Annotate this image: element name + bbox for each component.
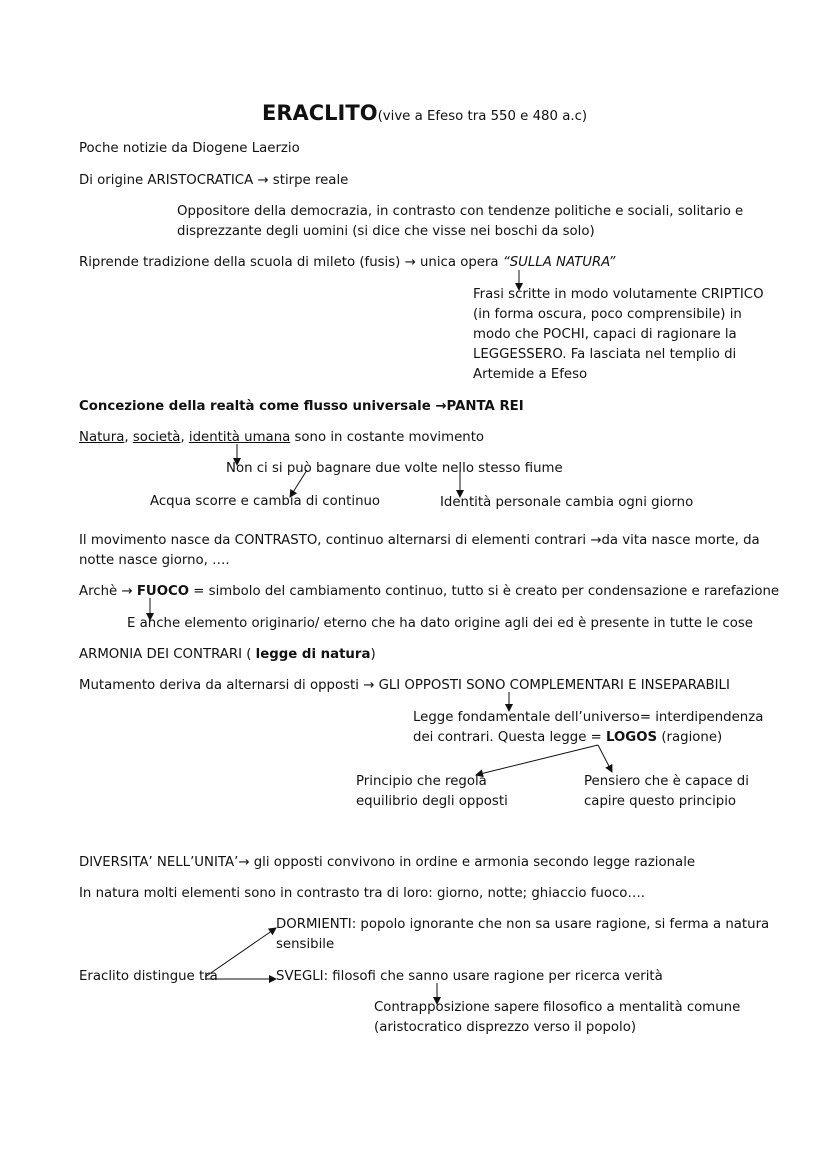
title-main: ERACLITO	[262, 101, 378, 125]
text-line: (aristocratico disprezzo verso il popolo)	[374, 1020, 637, 1035]
text-line: Principio che regola	[356, 774, 487, 789]
text-line: Non ci si può bagnare due volte nello stesso fiume	[226, 461, 563, 476]
text-line: notte nasce giorno, ….	[79, 553, 230, 568]
arrow-right-icon: →	[590, 533, 602, 548]
text-line: Poche notizie da Diogene Laerzio	[79, 141, 300, 156]
text-line: Frasi scritte in modo volutamente CRIPTICO	[473, 287, 764, 302]
text-line: Natura, società, identità umana sono in costante movimento	[79, 430, 485, 445]
text-line: Acqua scorre e cambia di continuo	[150, 494, 381, 509]
work-title: “SULLA NATURA”	[502, 255, 616, 270]
arrow-right-icon: →	[257, 173, 269, 188]
text-line: SVEGLI: filosofi che sanno usare ragione per ricerca verità	[276, 969, 663, 984]
arrow-right-icon: →	[435, 399, 447, 414]
text-line: Il movimento nasce da CONTRASTO, continuo alternarsi di elementi contrari →da vita nasce morte, da	[79, 533, 760, 548]
text-line: (in forma oscura, poco comprensibile) in	[473, 307, 742, 322]
text-line: Contrapposizione sapere filosofico a mentalità comune	[374, 1000, 741, 1015]
text-line: LEGGESSERO. Fa lasciata nel templio di	[473, 347, 737, 362]
section-heading: Concezione della realtà come flusso universale →PANTA REI	[79, 399, 524, 414]
text-line: DIVERSITA’ NELL’UNITA’→ gli opposti convivono in ordine e armonia secondo legge razionale	[79, 855, 696, 870]
text-line: modo che POCHI, capaci di ragionare la	[473, 327, 737, 342]
text-line: Legge fondamentale dell’universo= interdipendenza	[413, 710, 764, 725]
text-line: DORMIENTI: popolo ignorante che non sa usare ragione, si ferma a natura	[276, 917, 770, 932]
text-line: Artemide a Efeso	[473, 367, 588, 382]
text-line: Eraclito distingue tra	[79, 969, 218, 984]
text-line: Di origine ARISTOCRATICA → stirpe reale	[79, 173, 349, 188]
text-line: dei contrari. Questa legge = LOGOS (ragione)	[413, 730, 723, 745]
text-line: E anche elemento originario/ eterno che ha dato origine agli dei ed è presente in tutte le cose	[127, 616, 753, 631]
text-line: Mutamento deriva da alternarsi di opposti → GLI OPPOSTI SONO COMPLEMENTARI E INSEPARABILI	[79, 678, 730, 693]
text-line: sensibile	[276, 937, 335, 952]
arrow-right-icon: →	[363, 678, 375, 693]
arrow-right-icon: →	[238, 855, 250, 870]
text-line: Archè → FUOCO = simbolo del cambiamento continuo, tutto si è creato per condensazione e rarefazione	[79, 584, 780, 599]
arrow-line	[476, 745, 598, 775]
title-subtitle: (vive a Efeso tra 550 e 480 a.c)	[377, 109, 588, 124]
arrow-right-icon: →	[404, 255, 416, 270]
text-line: Oppositore della democrazia, in contrasto con tendenze politiche e sociali, solitario e	[177, 204, 744, 219]
section-heading: ARMONIA DEI CONTRARI ( legge di natura)	[79, 647, 376, 662]
text-line: disprezzante degli uomini (si dice che visse nei boschi da solo)	[177, 224, 595, 239]
text-line: In natura molti elementi sono in contrasto tra di loro: giorno, notte; ghiaccio fuoco….	[79, 886, 645, 901]
text-line: capire questo principio	[584, 794, 737, 809]
text-line: Pensiero che è capace di	[584, 774, 749, 789]
text-line: Riprende tradizione della scuola di mileto (fusis) → unica opera “SULLA NATURA”	[79, 255, 616, 270]
arrow-line	[598, 745, 612, 772]
page-title	[262, 100, 587, 130]
text-line: equilibrio degli opposti	[356, 794, 508, 809]
text-line: Identità personale cambia ogni giorno	[440, 495, 694, 510]
arrow-right-icon: →	[121, 584, 133, 599]
